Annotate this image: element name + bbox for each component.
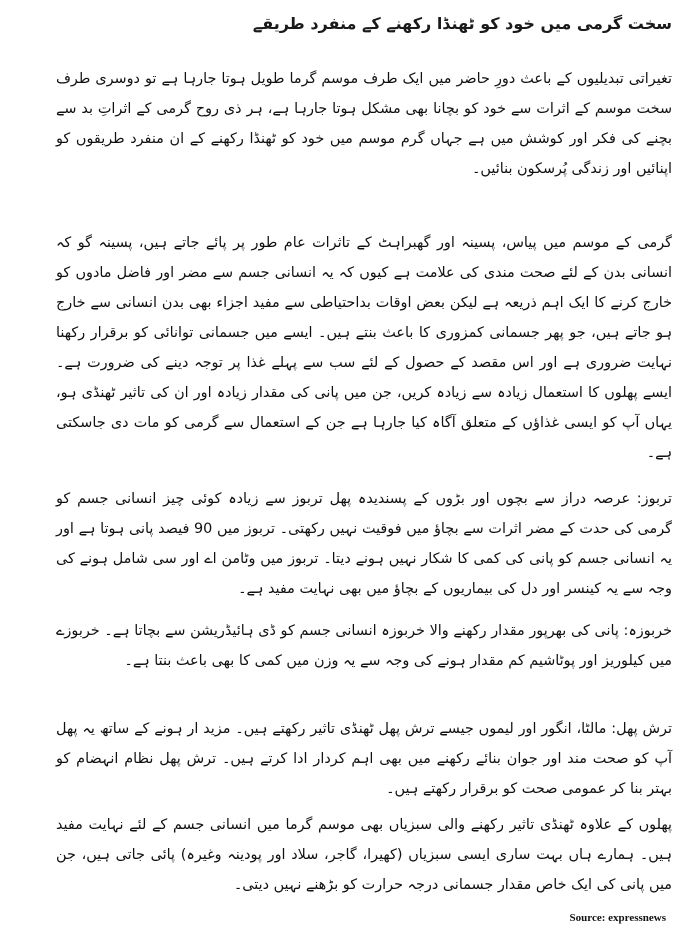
paragraph-intro: تغیراتی تبدیلیوں کے باعث دورِ حاضر میں ایک طرف موسم گرما طویل ہوتا جارہا ہے تو دوسری طرف سخت موسم کے اثرات سے خود کو بچانا بھی مشکل ہوتا جارہا ہے، ہر ذی روح گرمی کے اثراتِ بد سے بچنے کی فکر اور کوشش میں ہے جہاں گرم موسم میں خود کو ٹھنڈا رکھنے کے ان منفرد طریقوں کو اپنائیں اور زندگی پُرسکون بنائیں۔ <box>56 71 672 177</box>
paragraph-vegetables: پھلوں کے علاوہ ٹھنڈی تاثیر رکھنے والی سبزیاں بھی موسم گرما میں انسانی جسم کے لئے نہایت مفید ہیں۔ ہمارے ہاں بہت ساری ایسی سبزیاں (کھیرا، گاجر، سلاد اور پودینہ وغیرہ) پائی جاتی ہیں، جن میں پانی کی ایک خاص مقدار جسمانی درجہ حرارت کو بڑھنے نہیں دیتی۔ <box>56 817 672 893</box>
paragraph-citrus-fruits: ترش پھل: مالٹا، انگور اور لیموں جیسے ترش پھل ٹھنڈی تاثیر رکھتے ہیں۔ مزید ار ہونے کے ساتھ یہ پھل آپ کو صحت مند اور جوان بنائے رکھنے میں بھی اہم کردار ادا کرتے ہیں۔ ترش پھل نظام انہضام کو بہتر بنا کر عمومی صحت کو برقرار رکھتے ہیں۔ <box>56 721 672 797</box>
paragraph-watermelon: تربوز: عرصہ دراز سے بچوں اور بڑوں کے پسندیدہ پھل تربوز سے زیادہ کوئی چیز انسانی جسم کو گرمی کی حدت کے مضر اثرات سے بچاؤ میں فوقیت نہیں رکھتی۔ تربوز میں 90 فیصد پانی ہوتا ہے اور یہ انسانی جسم کو پانی کی کمی کا شکار نہیں ہونے دیتا۔ تربوز میں وٹامن اے اور سی شامل ہونے کی وجہ سے یہ کینسر اور دل کی بیماریوں کے بچاؤ میں بھی نہایت مفید ہے۔ <box>56 491 672 597</box>
article <box>56 0 672 949</box>
paragraph-melon: خربوزہ: پانی کی بھرپور مقدار رکھنے والا خربوزہ انسانی جسم کو ڈی ہائیڈریشن سے بچاتا ہے۔ خربوزے میں کیلوریز اور پوٹاشیم کم مقدار ہونے کی وجہ سے یہ وزن میں کمی کا بھی باعث بنتا ہے۔ <box>56 623 672 669</box>
paragraph-summer-effects: گرمی کے موسم میں پیاس، پسینہ اور گھبراہٹ کے تاثرات عام طور پر پائے جاتے ہیں، پسینہ گو کہ انسانی بدن کے لئے صحت مندی کی علامت ہے کیوں کہ یہ انسانی جسم سے مضر اور فاضل مادوں کو خارج کرنے کا ایک اہم ذریعہ ہے لیکن بعض اوقات بداحتیاطی سے مفید اجزاء بھی بدن انسانی سے خارج ہو جاتے ہیں، جو پھر جسمانی کمزوری کا باعث بنتے ہیں۔ ایسے میں جسمانی توانائی کو برقرار رکھنا نہایت ضروری ہے اور اس مقصد کے حصول کے لئے سب سے پہلے غذا پر توجہ دینے کی ضرورت ہے۔ ایسے پھلوں کا استعمال زیادہ سے زیادہ کریں، جن میں پانی کی مقدار زیادہ اور ان کی تاثیر ٹھنڈی ہو، یہاں آپ کو ایسی غذاؤں کے متعلق آگاہ کیا جارہا ہے جن کے استعمال سے گرمی کو مات دی جاسکتی ہے۔ <box>56 235 672 461</box>
article-title: سخت گرمی میں خود کو ٹھنڈا رکھنے کے منفرد طریقے <box>252 14 672 33</box>
source-credit: Source: expressnews <box>569 912 666 924</box>
